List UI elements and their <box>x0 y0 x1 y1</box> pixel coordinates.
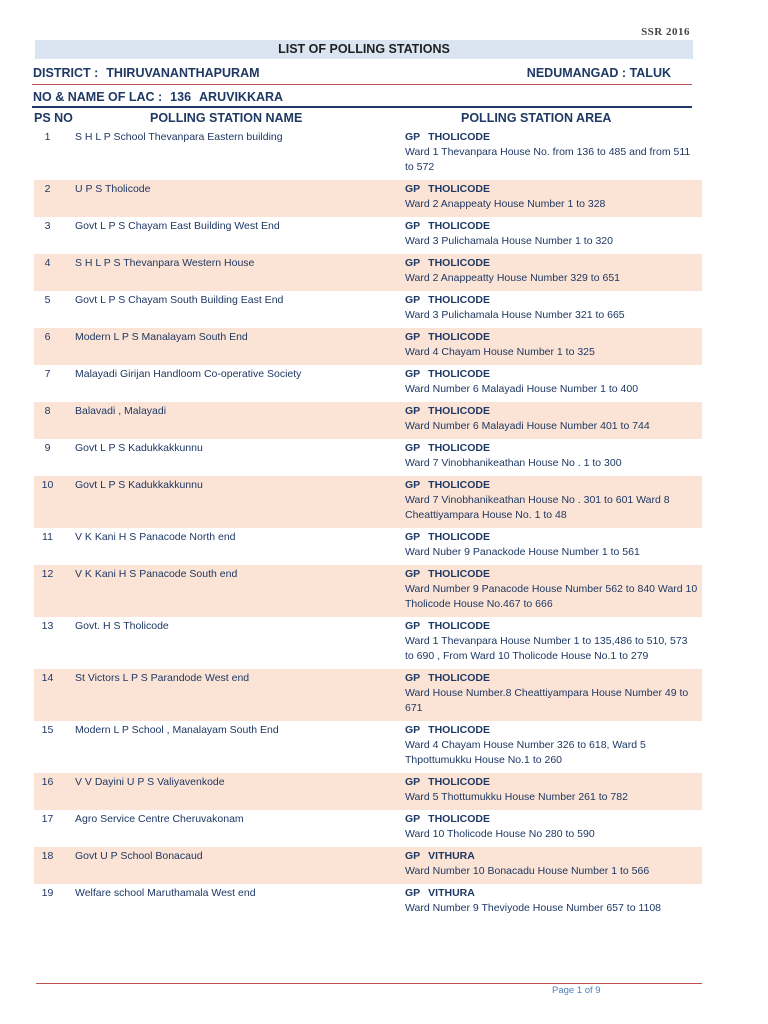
station-area <box>395 254 702 291</box>
ps-number: 12 <box>34 565 61 617</box>
gp-label: GP <box>405 568 421 580</box>
panchayat-line <box>405 671 698 686</box>
area-description: Ward Number 9 Panacode House Number 562 to 840 Ward 10 Tholicode House No.467 to 666 <box>405 583 698 610</box>
table-row <box>34 617 702 669</box>
ps-number: 9 <box>44 442 51 454</box>
ps-number: 18 <box>34 847 61 884</box>
panchayat-name: THOLICODE <box>428 331 491 343</box>
station-area <box>395 328 702 365</box>
station-area <box>395 439 702 476</box>
table-row <box>34 328 702 365</box>
page-title: LIST OF POLLING STATIONS <box>35 40 693 59</box>
ps-number: 13 <box>41 620 54 632</box>
area-description: Ward 5 Thottumukku House Number 261 to 782 <box>405 791 628 803</box>
table-row <box>34 565 702 617</box>
station-area <box>395 180 702 217</box>
gp-label: GP <box>405 368 421 380</box>
polling-station-table <box>34 128 702 921</box>
area-description: Ward 3 Pulichamala House Number 321 to 665 <box>405 309 625 321</box>
gp-label: GP <box>405 531 421 543</box>
station-name: Govt U P School Bonacaud <box>61 847 395 884</box>
table-row <box>34 810 702 847</box>
panchayat-line <box>405 293 698 308</box>
station-name: Govt L P S Kadukkakkunnu <box>61 476 395 528</box>
panchayat-line <box>405 256 698 271</box>
station-area <box>395 217 702 254</box>
gp-label: GP <box>405 479 421 491</box>
gp-label: GP <box>405 405 421 417</box>
panchayat-name: THOLICODE <box>428 183 491 195</box>
ps-number: 3 <box>44 220 51 232</box>
table-row <box>34 402 702 439</box>
lac-number: 136 <box>170 90 192 104</box>
panchayat-line <box>405 330 698 345</box>
station-area <box>395 565 702 617</box>
ps-number: 6 <box>34 328 61 365</box>
ps-number: 7 <box>44 368 51 380</box>
gp-label: GP <box>405 442 421 454</box>
station-area <box>395 884 702 921</box>
panchayat-name: THOLICODE <box>428 813 491 825</box>
table-row <box>34 217 702 254</box>
station-name: U P S Tholicode <box>61 180 395 217</box>
station-area <box>395 810 702 847</box>
gp-label: GP <box>405 887 421 899</box>
divider-navy <box>32 106 692 108</box>
taluk: NEDUMANGAD : TALUK <box>526 66 671 80</box>
station-name: S H L P School Thevanpara Eastern building <box>75 131 283 143</box>
station-name: Welfare school Maruthamala West end <box>75 887 256 899</box>
station-name: Balavadi , Malayadi <box>61 402 395 439</box>
panchayat-line <box>405 367 698 382</box>
station-name: Malayadi Girijan Handloom Co-operative Society <box>75 368 302 380</box>
panchayat-name: THOLICODE <box>428 531 491 543</box>
area-description: Ward Number 6 Malayadi House Number 1 to 400 <box>405 383 639 395</box>
panchayat-name: VITHURA <box>428 887 475 899</box>
area-description: Ward 2 Anappeatty House Number 329 to 651 <box>405 272 620 284</box>
station-area <box>395 291 702 328</box>
ps-number: 10 <box>34 476 61 528</box>
panchayat-name: THOLICODE <box>428 220 491 232</box>
lac-row <box>33 90 291 104</box>
area-description: Ward 4 Chayam House Number 326 to 618, Ward 5 Thpottumukku House No.1 to 260 <box>405 739 646 766</box>
panchayat-name: THOLICODE <box>428 568 491 580</box>
station-area <box>395 402 702 439</box>
station-name: Modern L P School , Manalayam South End <box>75 724 279 736</box>
ps-number: 17 <box>41 813 54 825</box>
station-area <box>395 847 702 884</box>
area-description: Ward Number 9 Theviyode House Number 657 to 1108 <box>405 902 662 914</box>
panchayat-line <box>405 619 698 634</box>
panchayat-line <box>405 219 698 234</box>
ps-number: 19 <box>41 887 54 899</box>
panchayat-name: THOLICODE <box>428 368 491 380</box>
panchayat-line <box>405 530 698 545</box>
station-name: V K Kani H S Panacode North end <box>75 531 236 543</box>
district <box>33 66 268 80</box>
panchayat-name: THOLICODE <box>428 672 491 684</box>
polling-station-table-body <box>34 128 702 921</box>
panchayat-name: THOLICODE <box>428 131 491 143</box>
station-area <box>395 476 702 528</box>
column-header-name: POLLING STATION NAME <box>150 111 303 125</box>
panchayat-line <box>405 130 698 145</box>
station-name: Modern L P S Manalayam South End <box>61 328 395 365</box>
gp-label: GP <box>405 257 421 269</box>
ps-number: 1 <box>44 131 51 143</box>
area-description: Ward Number 10 Bonacadu House Number 1 to 566 <box>405 865 650 877</box>
station-name: V V Dayini U P S Valiyavenkode <box>61 773 395 810</box>
ps-number: 11 <box>42 531 53 543</box>
panchayat-name: THOLICODE <box>428 257 491 269</box>
station-name: Govt. H S Tholicode <box>75 620 169 632</box>
panchayat-line <box>405 775 698 790</box>
station-area <box>395 669 702 721</box>
panchayat-line <box>405 441 698 456</box>
panchayat-name: THOLICODE <box>428 442 491 454</box>
area-description: Ward House Number.8 Cheattiyampara House Number 49 to 671 <box>405 687 689 714</box>
lac-name: ARUVIKKARA <box>199 90 284 104</box>
station-name: Agro Service Centre Cheruvakonam <box>75 813 244 825</box>
gp-label: GP <box>405 131 421 143</box>
table-row <box>34 528 702 565</box>
panchayat-line <box>405 849 698 864</box>
table-row <box>34 291 702 328</box>
gp-label: GP <box>405 724 421 736</box>
panchayat-line <box>405 182 698 197</box>
station-name: Govt L P S Chayam East Building West End <box>75 220 280 232</box>
panchayat-line <box>405 812 698 827</box>
panchayat-name: THOLICODE <box>428 724 491 736</box>
area-description: Ward 7 Vinobhanikeathan House No . 1 to 300 <box>405 457 622 469</box>
gp-label: GP <box>405 850 421 862</box>
panchayat-name: VITHURA <box>428 850 475 862</box>
ps-number: 14 <box>34 669 61 721</box>
station-area <box>395 721 702 773</box>
station-name: Govt L P S Chayam South Building East End <box>75 294 284 306</box>
station-name: St Victors L P S Parandode West end <box>61 669 395 721</box>
table-row <box>34 884 702 921</box>
ps-number: 15 <box>41 724 54 736</box>
panchayat-name: THOLICODE <box>428 620 491 632</box>
footer-divider <box>36 983 702 984</box>
district-label: DISTRICT : <box>33 66 99 80</box>
table-row <box>34 847 702 884</box>
gp-label: GP <box>405 620 421 632</box>
ps-number: 4 <box>34 254 61 291</box>
panchayat-name: THOLICODE <box>428 294 491 306</box>
panchayat-name: THOLICODE <box>428 776 491 788</box>
gp-label: GP <box>405 672 421 684</box>
table-row <box>34 773 702 810</box>
area-description: Ward 4 Chayam House Number 1 to 325 <box>405 346 595 358</box>
area-description: Ward 3 Pulichamala House Number 1 to 320 <box>405 235 613 247</box>
lac-label: NO & NAME OF LAC : <box>33 90 163 104</box>
table-row <box>34 180 702 217</box>
area-description: Ward 1 Thevanpara House Number 1 to 135,486 to 510, 573 to 690 , From Ward 10 Tholicode House No.1 to 279 <box>405 635 688 662</box>
station-area <box>395 365 702 402</box>
table-row <box>34 128 702 180</box>
ps-number: 5 <box>44 294 51 306</box>
station-area <box>395 773 702 810</box>
column-header-area: POLLING STATION AREA <box>461 111 612 125</box>
panchayat-name: THOLICODE <box>428 479 491 491</box>
area-description: Ward 7 Vinobhanikeathan House No . 301 to 601 Ward 8 Cheattiyampara House No. 1 to 48 <box>405 494 670 521</box>
area-description: Ward Nuber 9 Panackode House Number 1 to 561 <box>405 546 640 558</box>
panchayat-line <box>405 886 698 901</box>
table-row <box>34 439 702 476</box>
district-row <box>33 64 693 84</box>
page-number: Page 1 of 9 <box>552 985 601 996</box>
column-header-ps-no: PS NO <box>34 111 73 125</box>
station-name: S H L P S Thevanpara Western House <box>61 254 395 291</box>
panchayat-line <box>405 478 698 493</box>
station-area <box>395 528 702 565</box>
ps-number: 8 <box>34 402 61 439</box>
area-description: Ward 10 Tholicode House No 280 to 590 <box>405 828 595 840</box>
panchayat-name: THOLICODE <box>428 405 491 417</box>
gp-label: GP <box>405 220 421 232</box>
area-description: Ward Number 6 Malayadi House Number 401 to 744 <box>405 420 650 432</box>
column-headers <box>34 111 702 128</box>
ps-number: 16 <box>34 773 61 810</box>
station-name: Govt L P S Kadukkakkunnu <box>75 442 203 454</box>
table-row <box>34 254 702 291</box>
panchayat-line <box>405 404 698 419</box>
area-description: Ward 1 Thevanpara House No. from 136 to 485 and from 511 to 572 <box>405 146 691 173</box>
gp-label: GP <box>405 331 421 343</box>
station-area <box>395 617 702 669</box>
station-name: V K Kani H S Panacode South end <box>61 565 395 617</box>
district-value: THIRUVANANTHAPURAM <box>106 66 260 80</box>
gp-label: GP <box>405 294 421 306</box>
table-row <box>34 721 702 773</box>
gp-label: GP <box>405 776 421 788</box>
area-description: Ward 2 Anappeaty House Number 1 to 328 <box>405 198 606 210</box>
panchayat-line <box>405 567 698 582</box>
station-area <box>395 128 702 180</box>
panchayat-line <box>405 723 698 738</box>
ssr-label: SSR 2016 <box>641 26 690 38</box>
gp-label: GP <box>405 813 421 825</box>
gp-label: GP <box>405 183 421 195</box>
table-row <box>34 365 702 402</box>
table-row <box>34 476 702 528</box>
ps-number: 2 <box>34 180 61 217</box>
table-row <box>34 669 702 721</box>
divider-red <box>32 84 692 85</box>
